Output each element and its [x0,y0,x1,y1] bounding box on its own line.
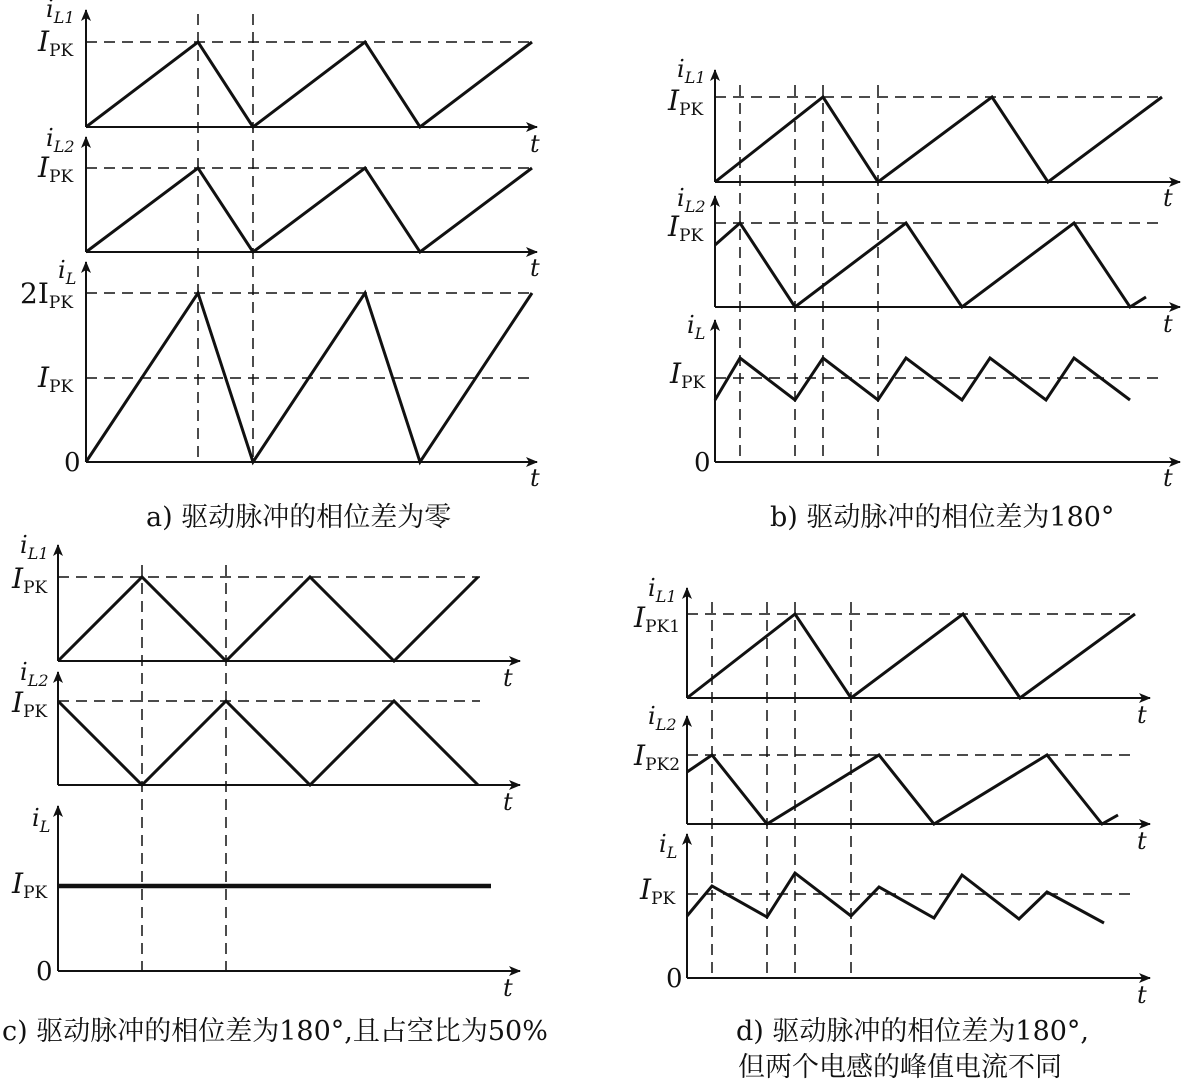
ipk-label: IPK [668,210,704,246]
zero-label: 0 [666,964,683,994]
ipk2-label: IPK2 [634,739,681,775]
panel-b-caption: b) 驱动脉冲的相位差为180° [770,502,1115,533]
ipk-label: IPK [668,84,704,120]
panel-c [2,531,548,1047]
time-label: t [530,130,540,158]
ipk1-label: IPK1 [634,601,681,637]
panel-b-plot-il [669,311,1180,492]
panel-a-plot-il1 [37,0,540,158]
panel-d-caption-line1: d) 驱动脉冲的相位差为180°, [736,1016,1090,1047]
panel-d-plot-il2 [633,702,1150,855]
time-label: t [530,464,540,492]
panel-a-plot-il [20,256,540,492]
il1-axis-label: $i_{L1}$ [20,531,49,563]
il2-axis-label: $i_{L2}$ [677,184,706,216]
panel-d-caption-line2: 但两个电感的峰值电流不同 [738,1052,1062,1083]
ipk-label: IPK [12,562,48,598]
time-label: t [1137,701,1147,729]
il1-axis-label: $i_{L1}$ [677,55,706,87]
panel-b [667,55,1180,533]
time-label: t [1163,184,1173,212]
zero-label: 0 [64,448,81,478]
panel-c-caption: c) 驱动脉冲的相位差为180°,且占空比为50% [2,1016,548,1047]
il1-waveform [687,614,1135,698]
panel-a-caption: a) 驱动脉冲的相位差为零 [146,502,452,533]
panel-a-plot-il2 [37,124,540,282]
panel-c-plot-il1 [11,531,520,692]
panel-c-plot-il2 [11,658,520,816]
il-axis-label: $i_L$ [58,256,77,288]
time-label: t [1137,827,1147,855]
panel-c-plot-il [11,804,520,1002]
il1-waveform [58,577,478,661]
il2-waveform [715,223,1146,307]
ipk-label: IPK [670,357,706,393]
time-label: t [503,664,513,692]
time-label: t [503,788,513,816]
il1-axis-label: $i_{L1}$ [46,0,75,27]
il-waveform [687,873,1104,923]
il-waveform [715,358,1130,400]
zero-label: 0 [36,957,53,987]
time-label: t [1137,981,1147,1009]
panel-b-plot-il2 [667,184,1180,338]
ipk-label: IPK [38,151,74,187]
panel-d-plot-il [639,830,1150,1009]
panel-d [633,574,1150,1083]
time-label: t [1163,464,1173,492]
il2-waveform [86,168,532,252]
il2-waveform [58,701,478,785]
time-label: t [1163,310,1173,338]
il-axis-label: $i_L$ [659,830,678,862]
panel-b-plot-il1 [667,55,1180,212]
panel-a [20,0,540,533]
il2-axis-label: $i_{L2}$ [648,702,677,734]
time-label: t [530,254,540,282]
ipk-label: IPK [640,873,676,909]
il1-waveform [86,42,532,127]
il1-axis-label: $i_{L1}$ [648,574,677,606]
ipk-label: IPK [38,361,74,397]
il2-axis-label: $i_{L2}$ [46,124,75,156]
two-ipk-label: 2IPK [20,277,74,313]
time-label: t [503,974,513,1002]
il-axis-label: $i_L$ [32,804,51,836]
ipk-label: IPK [12,686,48,722]
panel-d-plot-il1 [633,574,1150,729]
ipk-label: IPK [38,25,74,61]
il2-axis-label: $i_{L2}$ [20,658,49,690]
ipk-label: IPK [12,867,48,903]
il2-waveform [687,755,1118,824]
il-axis-label: $i_L$ [687,311,706,343]
il1-waveform [715,97,1162,182]
zero-label: 0 [694,448,711,478]
